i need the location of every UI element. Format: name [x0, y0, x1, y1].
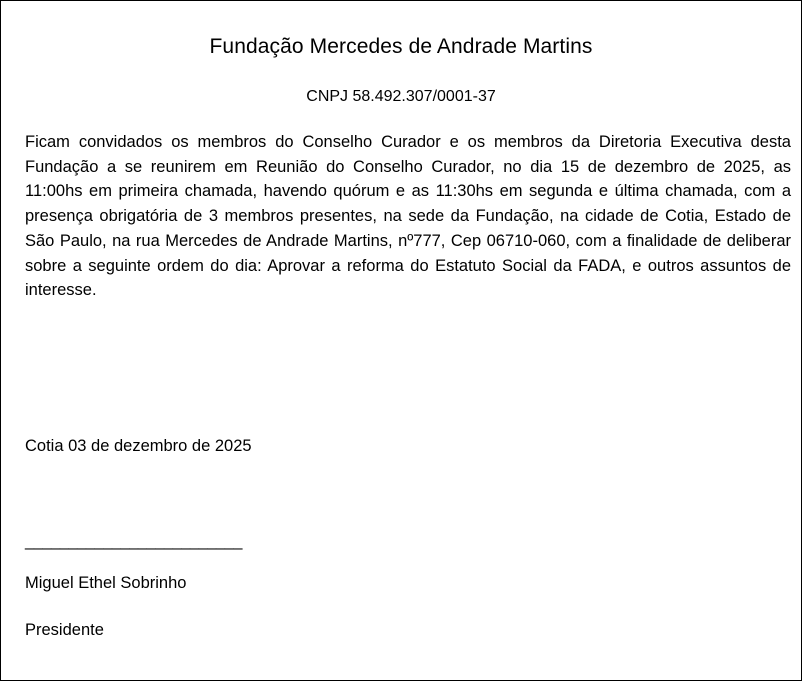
signer-role: Presidente	[25, 621, 104, 639]
date-line: Cotia 03 de dezembro de 2025	[25, 437, 252, 455]
signer-name: Miguel Ethel Sobrinho	[25, 574, 187, 592]
cnpj-line: CNPJ 58.492.307/0001-37	[306, 88, 496, 105]
foundation-title: Fundação Mercedes de Andrade Martins	[209, 35, 593, 58]
signature-line: _________________________	[25, 532, 242, 550]
invitation-paragraph: Ficam convidados os membros do Conselho Curador e os membros da Diretoria Executiva desta Fundação a se reunirem em Reunião do Conselho Curador, no dia 15 de dezembro de 2025, as 11:00hs em primeira chamada, havendo quórum e as 11:30hs em segunda e última chamada, com a presença obrigatória de 3 membros presentes, na sede da Fundação, na cidade de Cotia, Estado de São Paulo, na rua Mercedes de Andrade Martins, nº777, Cep 06710-060, com a finalidade de deliberar sobre a seguinte ordem do dia: Aprovar a reforma do Estatuto Social da FADA, e outros assuntos de interesse.	[25, 133, 791, 300]
